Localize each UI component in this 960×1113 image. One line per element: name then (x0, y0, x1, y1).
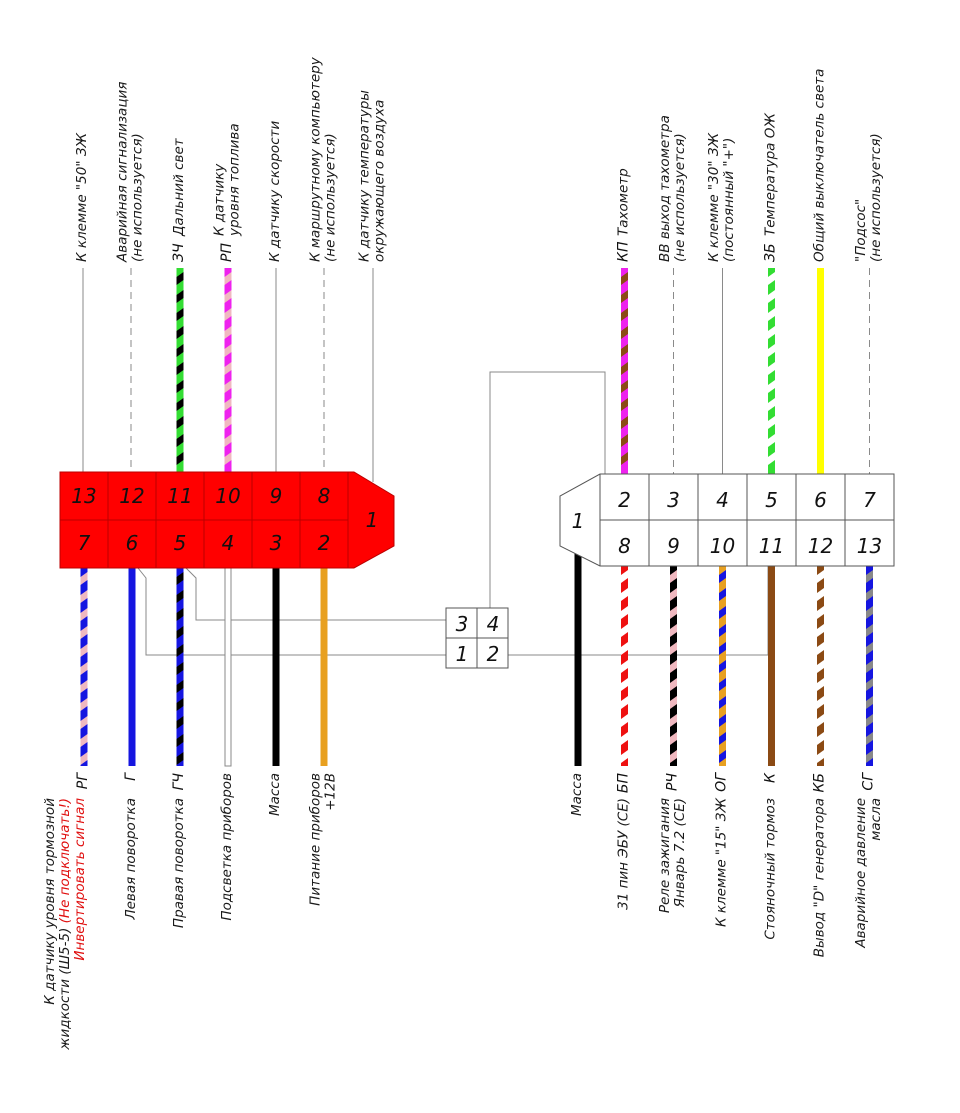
warning-text: (Не подключать!) (57, 798, 73, 928)
right-connector (560, 474, 894, 566)
right-bottom-label-4-line: К клемме "15" ЗЖ (713, 798, 730, 928)
small-connector (446, 608, 508, 668)
left-bottom-wire-1 (81, 568, 88, 766)
left-top-label-6-line: (не используется) (322, 133, 339, 262)
right-pin-10: 10 (709, 534, 736, 558)
left-top-label-3 (171, 137, 187, 237)
left-bottom-code-3: ГЧ (171, 773, 187, 791)
left-connector (60, 472, 394, 568)
left-top-label-4 (212, 123, 243, 237)
left-pin-3: 3 (269, 531, 283, 555)
right-pin-3: 3 (667, 488, 680, 512)
right-pin-11: 11 (758, 534, 785, 558)
left-bottom-wire-2 (129, 568, 136, 766)
right-top-label-4-line: Температура ОЖ (762, 113, 779, 236)
small-pin-4: 4 (486, 612, 500, 636)
right-bottom-label-3-line: Январь 7.2 (CE) (672, 798, 688, 908)
right-bottom-label-5 (763, 798, 779, 940)
right-pin-7: 7 (863, 488, 876, 512)
right-bottom-wire-6 (817, 566, 824, 766)
left-bottom-label-1-line: жидкости (Ш5-5) (Не подключать!) (57, 798, 73, 1050)
right-pin-2: 2 (618, 488, 631, 512)
left-bottom-wire-4 (225, 568, 231, 766)
left-bottom-label-1-line: К датчику уровня тормозной (42, 798, 58, 1005)
left-bottom-code-2: Г (123, 773, 139, 781)
right-bottom-label-5-line: Стояночный тормоз (762, 798, 779, 940)
right-bottom-label-7 (853, 798, 884, 949)
right-bottom-label-3-line: Реле зажигания (657, 798, 673, 914)
left-bottom-label-6-line: Питание приборов (307, 773, 324, 906)
right-pin-4: 4 (716, 488, 729, 512)
right-pin-5: 5 (765, 488, 778, 512)
right-bottom-label-2-line: 31 пин ЭБУ (CE) (615, 798, 632, 910)
right-bottom-code-2: БП (615, 773, 632, 794)
left-top-wire-4 (225, 268, 232, 472)
right-bottom-label-2 (616, 798, 632, 910)
right-bottom-code-7: СГ (860, 773, 877, 791)
right-top-label-6 (853, 133, 884, 262)
right-bottom-code-4: ОГ (713, 773, 730, 792)
right-top-label-1 (616, 168, 632, 236)
left-top-label-1 (74, 133, 90, 262)
left-bottom-code-1: РГ (75, 773, 91, 790)
left-top-label-7-line: К датчику температуры (356, 90, 373, 262)
right-top-label-5 (812, 69, 828, 262)
left-top-label-1-line: К клемме "50" ЗЖ (74, 132, 90, 262)
left-pin-13: 13 (71, 484, 97, 508)
left-bottom-label-6 (308, 773, 339, 906)
left-top-label-3-line: Дальний свет (171, 138, 187, 236)
left-bottom-label-1-line: Инвертировать сигнал (72, 798, 88, 961)
left-bottom-label-2 (123, 798, 139, 921)
right-bottom-wire-3 (670, 566, 677, 766)
left-bottom-wire-3 (177, 568, 184, 766)
left-bottom-label-5 (267, 773, 283, 816)
right-top-label-5-line: Общий выключатель света (811, 68, 828, 262)
right-bottom-code-6: КБ (811, 773, 828, 793)
right-bottom-wire-5 (768, 566, 775, 766)
right-bottom-label-3 (657, 798, 688, 913)
left-top-label-5 (267, 121, 283, 262)
left-top-code-4: РП (219, 243, 235, 262)
right-top-wire-4 (768, 268, 775, 474)
right-bottom-wire-4 (719, 566, 726, 766)
right-pin-8: 8 (618, 534, 631, 558)
left-pin-12: 12 (119, 484, 145, 508)
right-top-label-2-line: (не используется) (672, 133, 688, 262)
small-pin-3: 3 (455, 612, 469, 636)
left-top-label-2 (115, 82, 146, 263)
left-bottom-label-5-line: Масса (267, 773, 283, 817)
left-pin-9: 9 (269, 484, 283, 508)
small-pin-2: 2 (486, 642, 500, 666)
left-pin-2: 2 (317, 531, 331, 555)
left-bottom-label-1 (42, 798, 88, 1051)
left-top-label-2-line: Аварийная сигнализация (114, 81, 131, 262)
right-top-wire-1 (621, 268, 628, 474)
left-bottom-wire-6 (321, 568, 328, 766)
right-top-label-3-line: (постоянный "+") (721, 137, 737, 262)
right-bottom-code-3: РЧ (664, 773, 681, 792)
left-bottom-label-3-line: Правая поворотка (171, 798, 187, 929)
left-pin-7: 7 (77, 531, 91, 555)
route-right-2 (508, 566, 768, 655)
right-bottom-label-7-line: Аварийное давление (853, 798, 869, 948)
left-bottom-label-4 (219, 773, 235, 921)
left-pin-1: 1 (365, 508, 379, 532)
right-top-label-6-line: "Подсос" (853, 198, 869, 262)
right-pin-6: 6 (814, 488, 827, 512)
left-pin-8: 8 (317, 484, 331, 508)
left-top-label-2-line: (не используется) (129, 133, 146, 262)
left-top-code-3: ЗЧ (171, 243, 187, 262)
right-bottom-wire-1 (575, 552, 582, 766)
right-pin-9: 9 (667, 534, 680, 558)
right-pin-13: 13 (856, 534, 883, 558)
right-pin-1: 1 (571, 509, 585, 533)
left-bottom-label-2-line: Левая поворотка (123, 798, 139, 920)
left-bottom-label-3 (171, 798, 187, 928)
left-top-label-4-line: уровня топлива (226, 123, 243, 236)
left-top-label-6-line: К маршрутному компьютеру (307, 57, 324, 262)
left-top-label-4-line: К датчику (211, 163, 228, 236)
right-bottom-label-7-line: масла (868, 798, 884, 841)
right-bottom-label-4 (714, 798, 730, 927)
left-bottom-label-4-line: Подсветка приборов (219, 773, 235, 921)
right-top-wire-5 (817, 268, 824, 474)
left-top-label-6 (308, 56, 339, 262)
right-top-label-2-line: ВВ выход тахометра (657, 115, 673, 262)
right-top-label-6-line: (не используется) (868, 133, 884, 262)
right-bottom-label-6 (812, 798, 828, 957)
right-top-label-4 (763, 113, 779, 236)
left-top-wire-3 (177, 268, 184, 472)
right-top-label-1-line: Тахометр (615, 168, 632, 236)
left-pin-10: 10 (215, 484, 241, 508)
route-left-1 (138, 568, 446, 655)
right-pin-12: 12 (807, 534, 834, 558)
left-pin-4: 4 (221, 531, 235, 555)
right-top-label-3-line: К клемме "30" ЗЖ (706, 132, 722, 262)
right-bottom-label-1-line: Масса (569, 773, 585, 817)
left-top-label-7 (357, 90, 388, 262)
right-bottom-label-1 (569, 773, 585, 816)
right-top-label-3 (706, 133, 737, 262)
right-bottom-label-6-line: Вывод "D" генератора (811, 798, 828, 958)
small-pin-1: 1 (455, 642, 469, 666)
left-top-label-7-line: окружающего воздуха (371, 99, 388, 262)
left-pin-6: 6 (125, 531, 139, 555)
left-bottom-wire-5 (273, 568, 280, 766)
right-top-code-1: КП (615, 241, 632, 262)
left-pin-5: 5 (173, 531, 187, 555)
right-bottom-code-5: К (762, 773, 779, 783)
left-top-label-5-line: К датчику скорости (267, 120, 283, 262)
right-bottom-wire-7 (866, 566, 873, 766)
left-pin-11: 11 (167, 484, 193, 508)
right-top-label-2 (657, 115, 688, 262)
right-top-code-4: ЗБ (762, 243, 779, 262)
left-bottom-label-6-line: +12В (322, 773, 339, 811)
right-bottom-wire-2 (621, 566, 628, 766)
